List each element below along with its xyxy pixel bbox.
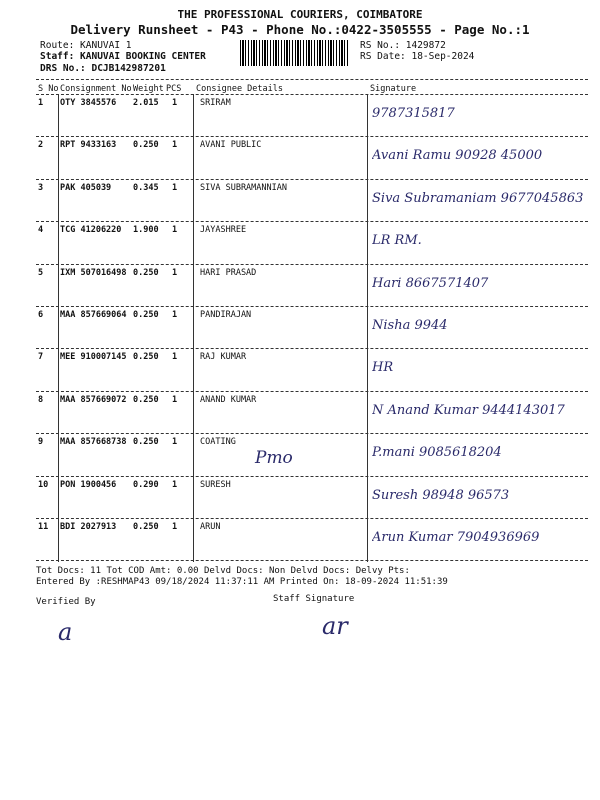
row-pcs: 1: [172, 182, 178, 193]
row-consignee: SURESH: [200, 479, 231, 490]
staff-signature-label: Staff Signature: [273, 594, 355, 604]
row-pcs: 1: [172, 310, 178, 320]
column-rule: [367, 94, 368, 562]
row-consignment-no: MAA 857669064: [60, 310, 127, 320]
row-divider: [36, 348, 588, 349]
row-consignee: AVANI PUBLIC: [200, 140, 262, 151]
row-pcs: 1: [172, 140, 178, 151]
handwritten-mark: Pmo: [255, 448, 293, 468]
row-signature: Suresh 98948 96573: [372, 487, 510, 503]
row-weight: 0.250: [133, 267, 159, 278]
row-signature: Siva Subramaniam 9677045863: [372, 190, 584, 206]
row-divider: [36, 433, 588, 434]
row-sno: 2: [38, 140, 44, 151]
row-divider: [36, 179, 588, 180]
row-divider: [36, 264, 588, 265]
verified-by-label: Verified By: [36, 597, 96, 607]
row-consignment-no: PAK 405039: [60, 182, 112, 193]
staff-signature: ar: [322, 612, 348, 640]
row-divider: [36, 306, 588, 307]
row-consignment-no: PON 1900456: [60, 479, 117, 490]
row-sno: 9: [38, 437, 44, 448]
row-consignment-no: RPT 9433163: [60, 140, 117, 151]
rs-number: RS No.: 1429872: [360, 40, 446, 51]
row-pcs: 1: [172, 225, 178, 236]
page-title: Delivery Runsheet - P43 - Phone No.:0422-3505555 - Page No.:1: [70, 22, 530, 37]
row-sno: 10: [38, 479, 49, 490]
row-consignee: HARI PRASAD: [200, 267, 257, 278]
verified-signature: a: [58, 618, 73, 646]
column-rule: [58, 94, 59, 562]
row-consignee: SRIRAM: [200, 98, 231, 108]
row-pcs: 1: [172, 437, 178, 448]
row-consignee: RAJ KUMAR: [200, 352, 247, 363]
row-pcs: 1: [172, 267, 178, 278]
col-header-sno: S No: [38, 84, 59, 94]
row-divider: [36, 221, 588, 222]
row-signature: HR: [372, 360, 394, 376]
row-signature: Arun Kumar 7904936969: [372, 530, 540, 545]
rs-date: RS Date: 18-Sep-2024: [360, 51, 475, 62]
table-top-divider: [36, 79, 588, 80]
row-weight: 0.250: [133, 352, 159, 363]
row-sno: 8: [38, 394, 44, 405]
row-weight: 0.250: [133, 394, 159, 405]
drs-number: DRS No.: DCJB142987201: [40, 63, 166, 74]
row-signature: P.mani 9085618204: [372, 445, 502, 461]
row-weight: 1.900: [133, 225, 159, 236]
staff-label: Staff: KANUVAI BOOKING CENTER: [40, 51, 206, 62]
row-consignee: JAYASHREE: [200, 225, 247, 236]
col-header-weight: Weight: [133, 84, 164, 94]
row-consignment-no: OTY 3845576: [60, 98, 117, 108]
row-weight: 0.250: [133, 310, 159, 320]
row-divider: [36, 476, 588, 477]
row-divider: [36, 560, 588, 561]
row-divider: [36, 391, 588, 392]
route-label: Route: KANUVAI 1: [40, 40, 132, 51]
table-header-divider: [36, 94, 588, 95]
row-weight: 2.015: [133, 98, 159, 108]
row-divider: [36, 136, 588, 137]
barcode-image: [240, 40, 348, 66]
row-sno: 6: [38, 310, 44, 320]
row-pcs: 1: [172, 479, 178, 490]
row-consignee: COATING: [200, 437, 236, 448]
row-weight: 0.250: [133, 437, 159, 448]
row-consignment-no: MAA 857669072: [60, 394, 127, 405]
row-pcs: 1: [172, 98, 178, 108]
row-sno: 3: [38, 182, 44, 193]
col-header-consignment: Consignment No: [60, 84, 132, 94]
row-sno: 1: [38, 98, 44, 108]
row-consignment-no: BDI 2027913: [60, 522, 117, 532]
row-pcs: 1: [172, 352, 178, 363]
row-consignment-no: TCG 41206220: [60, 225, 122, 236]
totals-line: Tot Docs: 11 Tot COD Amt: 0.00 Delvd Docs: Non Delvd Docs: Delvy Pts:: [36, 566, 410, 576]
row-signature: 9787315817: [372, 106, 455, 121]
row-divider: [36, 518, 588, 519]
row-signature: Nisha 9944: [372, 318, 448, 333]
col-header-pcs: PCS: [166, 84, 182, 94]
row-weight: 0.345: [133, 182, 159, 193]
row-signature: Avani Ramu 90928 45000: [372, 148, 543, 164]
row-consignee: SIVA SUBRAMANNIAN: [200, 182, 287, 193]
row-signature: Hari 8667571407: [372, 275, 489, 291]
row-weight: 0.250: [133, 140, 159, 151]
row-consignment-no: MAA 857668738: [60, 437, 127, 448]
row-sno: 7: [38, 352, 44, 363]
row-consignment-no: MEE 910007145: [60, 352, 127, 363]
row-sno: 4: [38, 225, 44, 236]
row-sno: 5: [38, 267, 44, 278]
row-consignee: ANAND KUMAR: [200, 394, 257, 405]
row-pcs: 1: [172, 394, 178, 405]
entered-by-line: Entered By :RESHMAP43 09/18/2024 11:37:11 AM Printed On: 18-09-2024 11:51:39: [36, 577, 448, 587]
column-rule: [193, 94, 194, 562]
col-header-signature: Signature: [370, 84, 417, 94]
col-header-consignee: Consignee Details: [196, 84, 283, 94]
row-signature: N Anand Kumar 9444143017: [372, 402, 565, 418]
row-consignment-no: IXM 507016498: [60, 267, 127, 278]
company-name: THE PROFESSIONAL COURIERS, COIMBATORE: [177, 8, 423, 21]
row-signature: LR RM.: [372, 233, 422, 249]
row-sno: 11: [38, 522, 49, 532]
row-consignee: ARUN: [200, 522, 221, 532]
row-weight: 0.250: [133, 522, 159, 532]
row-consignee: PANDIRAJAN: [200, 310, 252, 320]
row-pcs: 1: [172, 522, 178, 532]
row-weight: 0.290: [133, 479, 159, 490]
